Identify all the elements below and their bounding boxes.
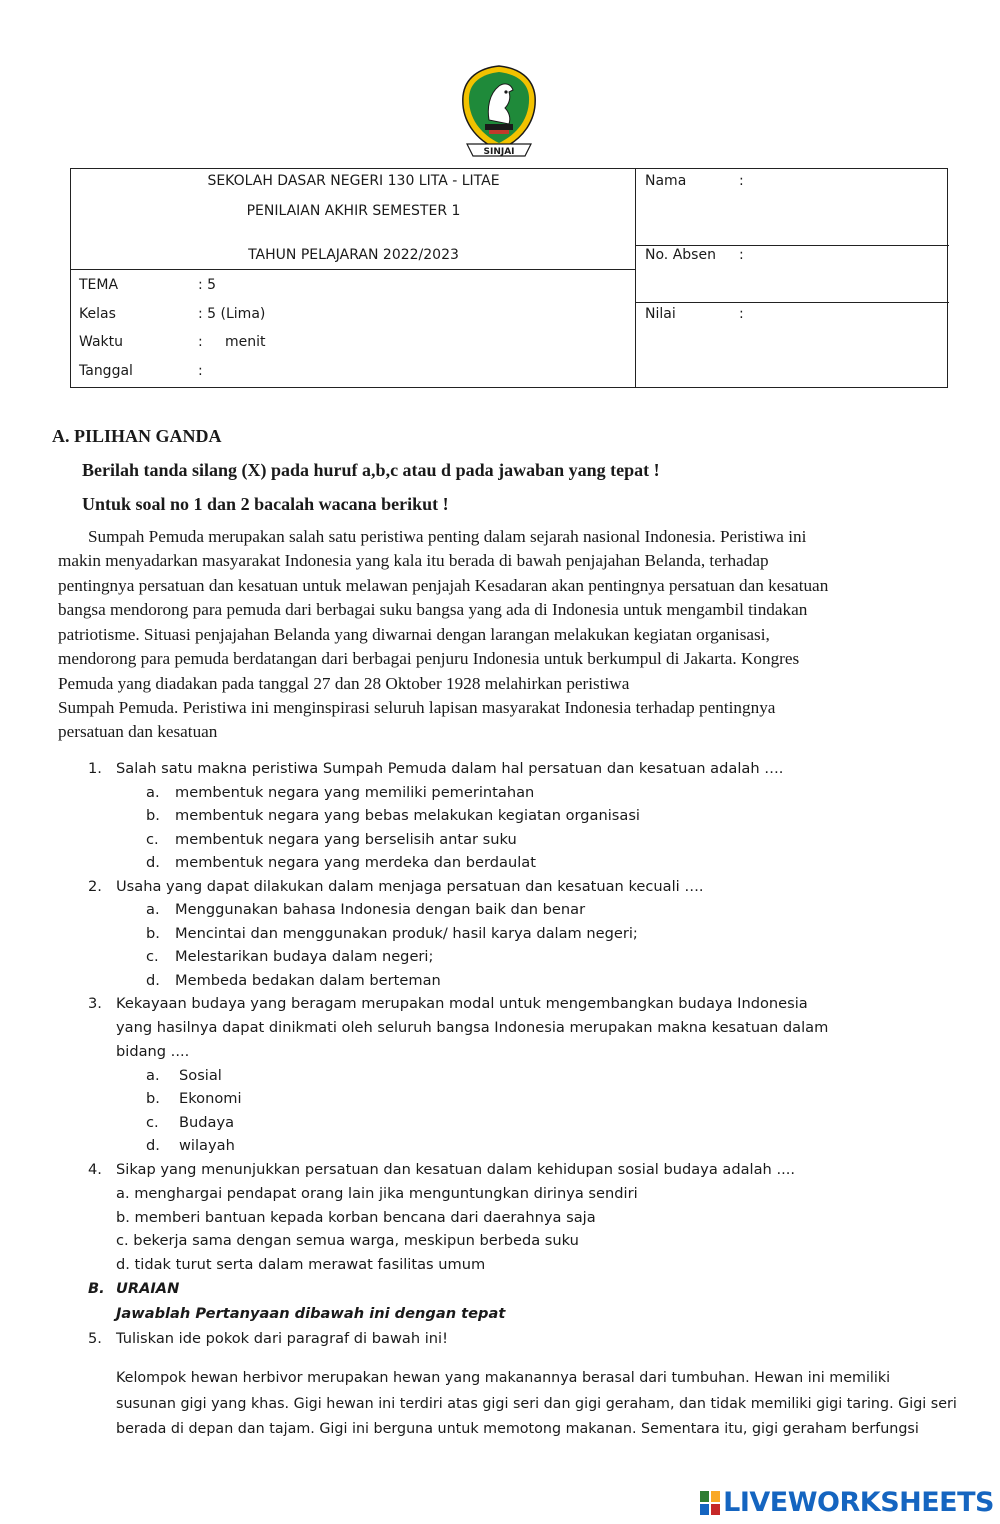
essay-paragraph-line: berada di depan dan tajam. Gigi ini berguna untuk memotong makanan. Sementara itu, gigi geraham berfungsi <box>116 1421 919 1437</box>
student-divider-2 <box>636 302 949 303</box>
option-text[interactable]: membentuk negara yang berselisih antar suku <box>175 831 517 848</box>
option-letter[interactable]: c. <box>146 831 159 848</box>
question-text: Sikap yang menunjukkan persatuan dan kesatuan dalam kehidupan sosial budaya adalah .... <box>116 1161 795 1178</box>
question-text: Salah satu makna peristiwa Sumpah Pemuda dalam hal persatuan dan kesatuan adalah …. <box>116 760 784 777</box>
option-text[interactable]: Melestarikan budaya dalam negeri; <box>175 948 434 965</box>
option-letter[interactable]: b. <box>146 1090 160 1107</box>
section-a-title: A. PILIHAN GANDA <box>52 426 222 446</box>
section-b-title: URAIAN <box>116 1280 180 1297</box>
passage-line: mendorong para pemuda berdatangan dari berbagai penjuru Indonesia untuk berkumpul di Jakarta. Kongres <box>58 649 800 668</box>
reading-intro: Untuk soal no 1 dan 2 bacalah wacana berikut ! <box>82 494 449 514</box>
option-letter[interactable]: c. <box>146 1114 159 1131</box>
passage-line: bangsa mendorong para pemuda dari berbagai suku bangsa yang ada di Indonesia untuk mengambil tindakan <box>58 600 808 619</box>
student-label-nilai: Nilai <box>645 306 676 322</box>
student-label-absen: No. Absen <box>645 247 716 263</box>
option-text[interactable]: d. tidak turut serta dalam merawat fasilitas umum <box>116 1256 486 1273</box>
question-number: 2. <box>88 878 102 895</box>
question-number: 1. <box>88 760 102 777</box>
option-text[interactable]: Mencintai dan menggunakan produk/ hasil karya dalam negeri; <box>175 925 638 942</box>
question-text: bidang .... <box>116 1043 190 1060</box>
header-table <box>70 168 948 388</box>
passage-line: pentingnya persatuan dan kesatuan untuk melawan penjajah Kesadaran akan pentingnya persatuan dan kesatuan <box>58 576 829 595</box>
info-label-tema: TEMA <box>79 277 119 293</box>
info-label-waktu: Waktu <box>79 334 123 350</box>
liveworksheets-icon <box>699 1490 721 1516</box>
passage-line: Sumpah Pemuda merupakan salah satu peristiwa penting dalam sejarah nasional Indonesia. Peristiwa ini <box>88 527 807 546</box>
question-text: Usaha yang dapat dilakukan dalam menjaga persatuan dan kesatuan kecuali …. <box>116 878 704 895</box>
question-text: yang hasilnya dapat dinikmati oleh seluruh bangsa Indonesia merupakan makna kesatuan dalam <box>116 1019 829 1036</box>
question-number: 5. <box>88 1330 102 1347</box>
student-value-absen[interactable]: : <box>739 247 744 263</box>
option-text[interactable]: Membeda bedakan dalam berteman <box>175 972 441 989</box>
option-letter[interactable]: a. <box>146 1067 160 1084</box>
info-label-tanggal: Tanggal <box>79 363 133 379</box>
info-label-kelas: Kelas <box>79 306 116 322</box>
option-text[interactable]: Menggunakan bahasa Indonesia dengan baik dan benar <box>175 901 586 918</box>
brand-text: LIVEWORKSHEETS <box>723 1487 994 1518</box>
option-text[interactable]: membentuk negara yang merdeka dan berdaulat <box>175 854 536 871</box>
question-text: Tuliskan ide pokok dari paragraf di bawah ini! <box>116 1330 448 1347</box>
section-b-instruction: Jawablah Pertanyaan dibawah ini dengan tepat <box>116 1305 506 1322</box>
school-year: TAHUN PELAJARAN 2022/2023 <box>248 247 459 263</box>
option-text[interactable]: Ekonomi <box>179 1090 242 1107</box>
option-letter[interactable]: b. <box>146 925 160 942</box>
student-label-nama: Nama <box>645 173 687 189</box>
exam-title: PENILAIAN AKHIR SEMESTER 1 <box>246 203 461 219</box>
student-value-nama[interactable]: : <box>739 173 744 189</box>
sinjai-emblem-icon <box>459 64 539 160</box>
passage-line: persatuan dan kesatuan <box>58 722 218 741</box>
option-letter[interactable]: a. <box>146 901 160 918</box>
option-text[interactable]: membentuk negara yang bebas melakukan kegiatan organisasi <box>175 807 640 824</box>
option-text[interactable]: membentuk negara yang memiliki pemerintahan <box>175 784 535 801</box>
option-text[interactable]: wilayah <box>179 1137 235 1154</box>
info-value-tanggal: : <box>198 363 203 379</box>
option-letter[interactable]: d. <box>146 972 160 989</box>
passage-line: makin menyadarkan masyarakat Indonesia yang kala itu berada di bawah penjajahan Belanda, terhadap <box>58 551 769 570</box>
passage-line: patriotisme. Situasi penjajahan Belanda yang diwarnai dengan larangan melakukan kegiatan organisasi, <box>58 625 770 644</box>
option-letter[interactable]: a. <box>146 784 160 801</box>
question-number: 4. <box>88 1161 102 1178</box>
option-text[interactable]: Budaya <box>179 1114 235 1131</box>
essay-paragraph-line: susunan gigi yang khas. Gigi hewan ini terdiri atas gigi seri dan gigi geraham, dan tidak memiliki gigi taring. Gigi seri <box>116 1396 957 1412</box>
option-letter[interactable]: b. <box>146 807 160 824</box>
section-b-letter: B. <box>88 1280 105 1297</box>
essay-paragraph-line: Kelompok hewan herbivor merupakan hewan yang makanannya berasal dari tumbuhan. Hewan ini memiliki <box>116 1370 891 1386</box>
passage-line: Sumpah Pemuda. Peristiwa ini menginspirasi seluruh lapisan masyarakat Indonesia terhadap pentingnya <box>58 698 776 717</box>
option-text[interactable]: b. memberi bantuan kepada korban bencana dari daerahnya saja <box>116 1209 596 1226</box>
info-value-waktu: : menit <box>198 334 266 350</box>
header-left-panel <box>71 169 636 387</box>
option-letter[interactable]: c. <box>146 948 159 965</box>
option-text[interactable]: Sosial <box>179 1067 222 1084</box>
question-number: 3. <box>88 995 102 1012</box>
header-divider <box>71 269 636 270</box>
info-value-tema: : 5 <box>198 277 217 293</box>
option-letter[interactable]: d. <box>146 1137 160 1154</box>
option-text[interactable]: c. bekerja sama dengan semua warga, meskipun berbeda suku <box>116 1232 579 1249</box>
passage-line: Pemuda yang diadakan pada tanggal 27 dan 28 Oktober 1928 melahirkan peristiwa <box>58 674 630 693</box>
student-divider-1 <box>636 245 949 246</box>
info-value-kelas: : 5 (Lima) <box>198 306 266 322</box>
student-value-nilai[interactable]: : <box>739 306 744 322</box>
question-text: Kekayaan budaya yang beragam merupakan modal untuk mengembangkan budaya Indonesia <box>116 995 808 1012</box>
option-text[interactable]: a. menghargai pendapat orang lain jika menguntungkan dirinya sendiri <box>116 1185 638 1202</box>
logo-text: SINJAI <box>483 147 515 157</box>
option-letter[interactable]: d. <box>146 854 160 871</box>
school-logo <box>459 64 539 160</box>
school-name: SEKOLAH DASAR NEGERI 130 LITA - LITAE <box>207 173 500 189</box>
section-a-instruction: Berilah tanda silang (X) pada huruf a,b,c atau d pada jawaban yang tepat ! <box>82 460 660 480</box>
liveworksheets-logo <box>699 1487 994 1518</box>
